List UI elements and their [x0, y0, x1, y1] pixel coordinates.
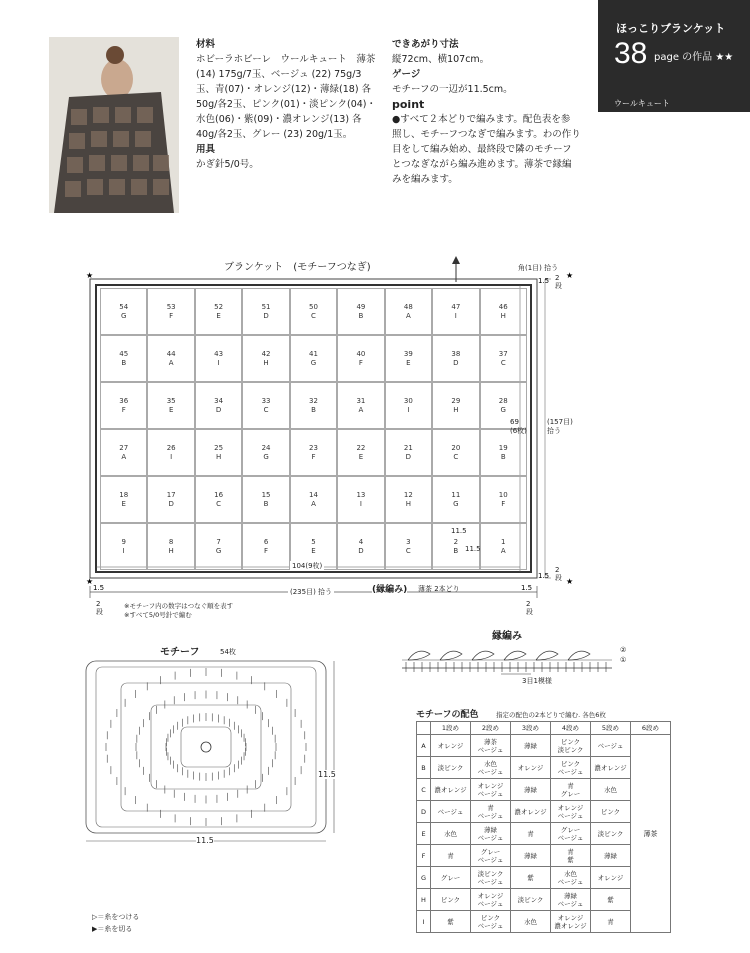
- motif-color-code: B: [453, 546, 459, 555]
- motif-order: 11: [451, 490, 461, 499]
- materials-heading: 材料: [196, 39, 216, 50]
- motif-legend: [92, 911, 139, 935]
- table-cell: 薄緑 ベージュ: [471, 823, 511, 845]
- motif-color-code: C: [500, 358, 506, 367]
- motif-color-code: C: [405, 546, 411, 555]
- motif-color-code: D: [263, 311, 269, 320]
- motif-color-code: E: [406, 358, 411, 367]
- edge-rows-top: 2 段: [555, 274, 562, 290]
- motif-cell: [290, 382, 337, 429]
- motif-cell: [242, 335, 289, 382]
- motif-order: 2: [453, 537, 459, 546]
- legend-attach-yarn: ▷＝糸をつける: [92, 913, 140, 921]
- svg-text:1.5: 1.5: [538, 277, 550, 285]
- page-suffix: page の作品 ★★: [654, 52, 734, 63]
- motif-color-code: D: [168, 499, 174, 508]
- color-table-note: 指定の配色の2本どりで編む. 各色6枚: [496, 711, 606, 719]
- table-cell: 淡ピンク: [431, 757, 471, 779]
- table-cell: 薄緑: [511, 845, 551, 867]
- motif-color-code: G: [121, 311, 127, 320]
- motif-color-code: C: [453, 452, 459, 461]
- motif-cell: [100, 523, 147, 570]
- table-cell: 水色: [591, 779, 631, 801]
- svg-text:★: ★: [86, 577, 94, 586]
- edge-rows-right: 2 段: [526, 600, 533, 616]
- motif-order: 25: [214, 443, 224, 452]
- table-cell: ピンク ベージュ: [551, 757, 591, 779]
- motif-color-code: D: [453, 358, 459, 367]
- table-cell: 水色: [431, 823, 471, 845]
- materials-line: 50g/各2玉、ピンク(01)・淡ピンク(04)・: [196, 99, 376, 110]
- motif-order: 47: [451, 302, 461, 311]
- border-stitch-chart: [400, 640, 640, 685]
- motif-count: 54枚: [220, 648, 236, 656]
- svg-text:1.5: 1.5: [93, 584, 105, 592]
- motif-cell: [480, 523, 527, 570]
- motif-color-code: G: [263, 452, 269, 461]
- motif-color-code: E: [121, 499, 126, 508]
- motif-order: 44: [166, 349, 176, 358]
- motif-color-code: D: [215, 405, 222, 414]
- motif-order: 27: [119, 443, 129, 452]
- materials-line: 玉、青(07)・オレンジ(12)・薄緑(18) 各: [196, 84, 372, 95]
- motif-order: 53: [166, 302, 176, 311]
- border-row-1: ①: [620, 656, 627, 664]
- motif-cell: [242, 288, 289, 335]
- table-header: 6段め: [631, 722, 671, 735]
- table-cell: 水色: [511, 911, 551, 933]
- svg-text:★: ★: [566, 577, 574, 586]
- motif-cell: [480, 429, 527, 476]
- gauge-heading: ゲージ: [392, 69, 421, 80]
- svg-text:★: ★: [566, 271, 574, 280]
- motif-cell: [100, 288, 147, 335]
- motif-color-code: I: [454, 311, 457, 320]
- motif-cell: [242, 476, 289, 523]
- note-line: ※モチーフ内の数字はつなぐ順を表す: [124, 602, 234, 610]
- motif-order: 21: [403, 443, 413, 452]
- table-cell: オレンジ 濃オレンジ: [551, 911, 591, 933]
- motif-color-code: C: [263, 405, 269, 414]
- motif-cell: [290, 288, 337, 335]
- motif-cell: [147, 429, 194, 476]
- motif-order: 16: [214, 490, 224, 499]
- motif-order: 10: [498, 490, 508, 499]
- motif-cell: [385, 476, 432, 523]
- point-line: 目をして編み始め、最終段で隣のモチーフ: [392, 144, 572, 155]
- motif-color-code: B: [263, 499, 269, 508]
- table-cell: オレンジ ベージュ: [551, 801, 591, 823]
- motif-cell: [147, 476, 194, 523]
- table-cell: 紫: [431, 911, 471, 933]
- motif-color-code: D: [358, 546, 364, 555]
- motif-round: [181, 727, 231, 767]
- motif-color-code: F: [501, 499, 506, 508]
- table-cell: ピンク: [431, 889, 471, 911]
- motif-order: 14: [309, 490, 318, 499]
- motif-color-code: I: [170, 452, 173, 461]
- motif-color-code: C: [311, 311, 316, 320]
- motif-order: 5: [311, 537, 316, 546]
- motif-color-code: E: [358, 452, 364, 461]
- table-header: [417, 722, 431, 735]
- motif-color-code: E: [311, 546, 316, 555]
- motif-order: 23: [309, 443, 318, 452]
- motif-cell: [337, 523, 384, 570]
- materials-line: 水色(06)・紫(09)・濃オレンジ(13) 各: [196, 114, 362, 125]
- motif-cell: [432, 288, 479, 335]
- motif-color-code: F: [121, 405, 126, 414]
- motif-cell: [290, 476, 337, 523]
- motif-color-code: A: [358, 405, 364, 414]
- point-line: とつなぎながら編み進めます。薄茶で縁編: [392, 159, 572, 170]
- motif-order: 28: [498, 396, 508, 405]
- motif-cell: [385, 382, 432, 429]
- motif-order: 30: [403, 396, 413, 405]
- motif-cell: [195, 523, 242, 570]
- motif-order: 54: [119, 302, 129, 311]
- motif-color-code: G: [215, 546, 222, 555]
- motif-cell: [100, 429, 147, 476]
- table-cell: ピンク 淡ピンク: [551, 735, 591, 757]
- motif-chart: [76, 655, 346, 845]
- table-header: 5段め: [591, 722, 631, 735]
- table-cell: オレンジ: [431, 735, 471, 757]
- table-header: 4段め: [551, 722, 591, 735]
- motif-color-code: F: [358, 358, 363, 367]
- motif-cell: [385, 429, 432, 476]
- motif-color-code: H: [453, 405, 459, 414]
- motif-order: 18: [119, 490, 129, 499]
- motif-color-code: B: [121, 358, 127, 367]
- table-cell: 淡ピンク: [511, 889, 551, 911]
- motif-order: 32: [309, 396, 318, 405]
- motif-color-code: E: [216, 311, 221, 320]
- motif-color-code: H: [168, 546, 174, 555]
- table-cell: H: [417, 889, 431, 911]
- motif-cell: [147, 335, 194, 382]
- motif-order: 38: [451, 349, 461, 358]
- svg-text:1.5: 1.5: [521, 584, 533, 592]
- motif-cell: [337, 382, 384, 429]
- point-line: ●すべて２本どりで編みます。配色表を参: [392, 114, 571, 125]
- motif-order: 49: [356, 302, 366, 311]
- motif-color-code: H: [500, 311, 506, 320]
- legend-cut-yarn: ▶＝糸を切る: [92, 925, 133, 933]
- motif-cell: [432, 335, 479, 382]
- motif-color-code: H: [405, 499, 411, 508]
- point-line: 照し、モチーフつなぎで編みます。わの作り: [392, 129, 581, 140]
- tools-text: かぎ針5/0号。: [196, 159, 259, 170]
- materials-line: (14) 175g/7玉、ベージュ (22) 75g/3: [196, 69, 362, 80]
- table-cell: 薄緑: [591, 845, 631, 867]
- motif-color-code: A: [311, 499, 316, 508]
- note-line: ※すべて5/0号針で編む: [124, 611, 192, 619]
- motif-color-code: E: [168, 405, 174, 414]
- motif-cell: [480, 476, 527, 523]
- table-cell: 水色 ベージュ: [551, 867, 591, 889]
- motif-order: 29: [451, 396, 461, 405]
- motif-order: 35: [166, 396, 176, 405]
- motif-round: [121, 683, 291, 811]
- motif-cell: [480, 288, 527, 335]
- table-header: 3段め: [511, 722, 551, 735]
- motif-cell: [290, 429, 337, 476]
- motif-order: 24: [261, 443, 271, 452]
- table-cell: ベージュ: [591, 735, 631, 757]
- motif-order: 41: [309, 349, 318, 358]
- motif-cell: [242, 429, 289, 476]
- edge-rows-bottom: 2 段: [555, 566, 562, 582]
- motif-size-side: 11.5: [318, 770, 336, 779]
- motif-order: 4: [358, 537, 364, 546]
- motif-order: 42: [261, 349, 271, 358]
- motif-cell: [337, 429, 384, 476]
- motif-color-code: F: [264, 546, 269, 555]
- motif-cell: [147, 523, 194, 570]
- motif-title: モチーフ: [160, 647, 200, 658]
- table-cell: オレンジ: [591, 867, 631, 889]
- dim-width-motifs: 104(9枚): [292, 562, 323, 570]
- point-heading: point: [392, 98, 425, 111]
- motif-order: 1: [501, 537, 506, 546]
- motif-color-code: A: [405, 311, 411, 320]
- dim-rows: 69 (6枚): [510, 418, 527, 435]
- table-cell: グレー ベージュ: [471, 845, 511, 867]
- table-cell: 紫: [591, 889, 631, 911]
- table-cell: 薄緑 ベージュ: [551, 889, 591, 911]
- motif-color-code: A: [121, 452, 127, 461]
- motif-cell: [242, 382, 289, 429]
- motif-color-code: B: [500, 452, 506, 461]
- motif-color-code: I: [122, 546, 125, 555]
- table-cell: G: [417, 867, 431, 889]
- motif-cell: [195, 335, 242, 382]
- table-cell: 薄茶: [631, 735, 671, 933]
- motif-color-code: A: [168, 358, 174, 367]
- table-cell: 淡ピンク ベージュ: [471, 867, 511, 889]
- page-number: 38: [614, 37, 648, 70]
- border-repeat-label: 3目1模様: [522, 677, 552, 685]
- motif-color-code: C: [216, 499, 222, 508]
- motif-color-code: H: [215, 452, 222, 461]
- materials-line: 40g/各2玉、グレー (23) 20g/1玉。: [196, 129, 353, 140]
- table-cell: 濃オレンジ: [591, 757, 631, 779]
- blanket-notes: [124, 602, 233, 620]
- corner-label: 角(1目) 拾う: [518, 264, 559, 272]
- blanket-title: ブランケット (モチーフつなぎ): [224, 262, 371, 273]
- table-header: 2段め: [471, 722, 511, 735]
- table-cell: ベージュ: [431, 801, 471, 823]
- motif-order: 33: [261, 396, 271, 405]
- border-label: (縁編み): [372, 582, 407, 595]
- motif-order: 50: [309, 302, 318, 311]
- motif-order: 45: [119, 349, 129, 358]
- dim-pick-vertical: (157目) 拾う: [547, 418, 573, 435]
- table-cell: 薄緑: [511, 735, 551, 757]
- motif-order: 8: [168, 537, 174, 546]
- table-cell: B: [417, 757, 431, 779]
- table-cell: 濃オレンジ: [511, 801, 551, 823]
- motif-cell: [337, 335, 384, 382]
- motif-order: 51: [261, 302, 271, 311]
- motif-cell: [100, 476, 147, 523]
- motif-order: 46: [498, 302, 508, 311]
- motif-cell: [100, 382, 147, 429]
- motif-cell: [432, 429, 479, 476]
- motif-cell: [195, 382, 242, 429]
- motif-size-bottom: 11.5: [196, 836, 214, 845]
- table-cell: グレー ベージュ: [551, 823, 591, 845]
- motif-color-code: I: [217, 358, 220, 367]
- table-header: 1段め: [431, 722, 471, 735]
- motif-order: 31: [356, 396, 366, 405]
- motif-cell: [290, 335, 337, 382]
- table-cell: 青 グレー: [551, 779, 591, 801]
- motif-color-code: A: [500, 546, 506, 555]
- motif-order: 36: [119, 396, 129, 405]
- motif-cell: [147, 288, 194, 335]
- motif-order: 7: [216, 537, 221, 546]
- edge-rows-left: 2 段: [96, 600, 103, 616]
- motif-order: 13: [356, 490, 366, 499]
- svg-text:1.5: 1.5: [538, 572, 550, 580]
- border-row-2: ②: [620, 646, 627, 654]
- table-cell: オレンジ: [511, 757, 551, 779]
- table-cell: 濃オレンジ: [431, 779, 471, 801]
- motif-cell: [432, 476, 479, 523]
- table-cell: E: [417, 823, 431, 845]
- motif-cell: [100, 335, 147, 382]
- gauge-text: モチーフの一辺が11.5cm。: [392, 84, 513, 95]
- motif-order: 12: [403, 490, 413, 499]
- motif-color-code: F: [311, 452, 316, 461]
- table-cell: 淡ピンク: [591, 823, 631, 845]
- motif-color-code: B: [311, 405, 316, 414]
- materials-line: ホビーラホビーレ ウールキュート 薄茶: [196, 54, 376, 65]
- motif-order: 6: [263, 537, 269, 546]
- motif-cell: [385, 288, 432, 335]
- motif-color-code: D: [405, 452, 412, 461]
- motif-color-code: I: [359, 499, 362, 508]
- table-cell: 青: [431, 845, 471, 867]
- table-cell: 青 紫: [551, 845, 591, 867]
- table-cell: グレー: [431, 867, 471, 889]
- motif-order: 20: [451, 443, 461, 452]
- svg-text:★: ★: [86, 271, 94, 280]
- table-cell: C: [417, 779, 431, 801]
- point-line: みを編みます。: [392, 174, 458, 185]
- motif-cell: [195, 288, 242, 335]
- motif-order: 15: [261, 490, 271, 499]
- table-row: [417, 735, 671, 757]
- motif-cell: [432, 382, 479, 429]
- table-cell: 薄茶 ベージュ: [471, 735, 511, 757]
- motif-color-code: G: [500, 405, 506, 414]
- table-cell: 水色 ベージュ: [471, 757, 511, 779]
- motif-color-code: H: [263, 358, 269, 367]
- table-cell: A: [417, 735, 431, 757]
- table-cell: D: [417, 801, 431, 823]
- cell-width: 11.5: [451, 527, 467, 535]
- border-diagram-title: 縁編み: [492, 631, 522, 642]
- table-cell: 青: [511, 823, 551, 845]
- motif-cell: [195, 429, 242, 476]
- motif-color-code: G: [453, 499, 459, 508]
- motif-cell: [337, 476, 384, 523]
- motif-cell: [480, 335, 527, 382]
- motif-cell: [337, 288, 384, 335]
- motif-color-code: I: [407, 405, 410, 414]
- table-cell: オレンジ ベージュ: [471, 889, 511, 911]
- table-cell: ピンク: [591, 801, 631, 823]
- border-note: 薄茶 2本どり: [418, 585, 460, 593]
- table-cell: 青 ベージュ: [471, 801, 511, 823]
- motif-order: 22: [356, 443, 366, 452]
- motif-order: 34: [214, 396, 224, 405]
- motif-order: 40: [356, 349, 366, 358]
- motif-order: 26: [166, 443, 176, 452]
- motif-cell: [385, 335, 432, 382]
- motif-order: 37: [498, 349, 508, 358]
- color-table-title: モチーフの配色: [416, 710, 479, 720]
- size-heading: できあがり寸法: [392, 39, 459, 50]
- table-cell: 紫: [511, 867, 551, 889]
- cell-height: 11.5: [465, 545, 481, 553]
- motif-order: 3: [406, 537, 411, 546]
- motif-color-code: G: [310, 358, 317, 367]
- table-cell: 薄緑: [511, 779, 551, 801]
- motif-order: 52: [214, 302, 224, 311]
- motif-order: 9: [121, 537, 126, 546]
- table-cell: I: [417, 911, 431, 933]
- size-text: 縦72cm、横107cm。: [392, 54, 490, 65]
- color-table: [416, 721, 671, 933]
- motif-order: 19: [498, 443, 508, 452]
- tools-heading: 用具: [196, 144, 216, 155]
- dim-width-pick: (235目) 拾う: [290, 588, 333, 596]
- motif-cell: [385, 523, 432, 570]
- motif-order: 17: [166, 490, 176, 499]
- yarn-category: ウールキュート: [614, 99, 670, 108]
- motif-color-code: B: [358, 311, 364, 320]
- table-cell: オレンジ ベージュ: [471, 779, 511, 801]
- motif-order: 48: [403, 302, 413, 311]
- motif-cell: [242, 523, 289, 570]
- motif-cell: [195, 476, 242, 523]
- table-cell: 青: [591, 911, 631, 933]
- table-cell: F: [417, 845, 431, 867]
- pattern-title: ほっこりブランケット: [616, 22, 726, 35]
- motif-cell: [147, 382, 194, 429]
- motif-order: 39: [403, 349, 413, 358]
- motif-color-code: F: [169, 311, 174, 320]
- motif-order: 43: [214, 349, 224, 358]
- table-cell: ピンク ベージュ: [471, 911, 511, 933]
